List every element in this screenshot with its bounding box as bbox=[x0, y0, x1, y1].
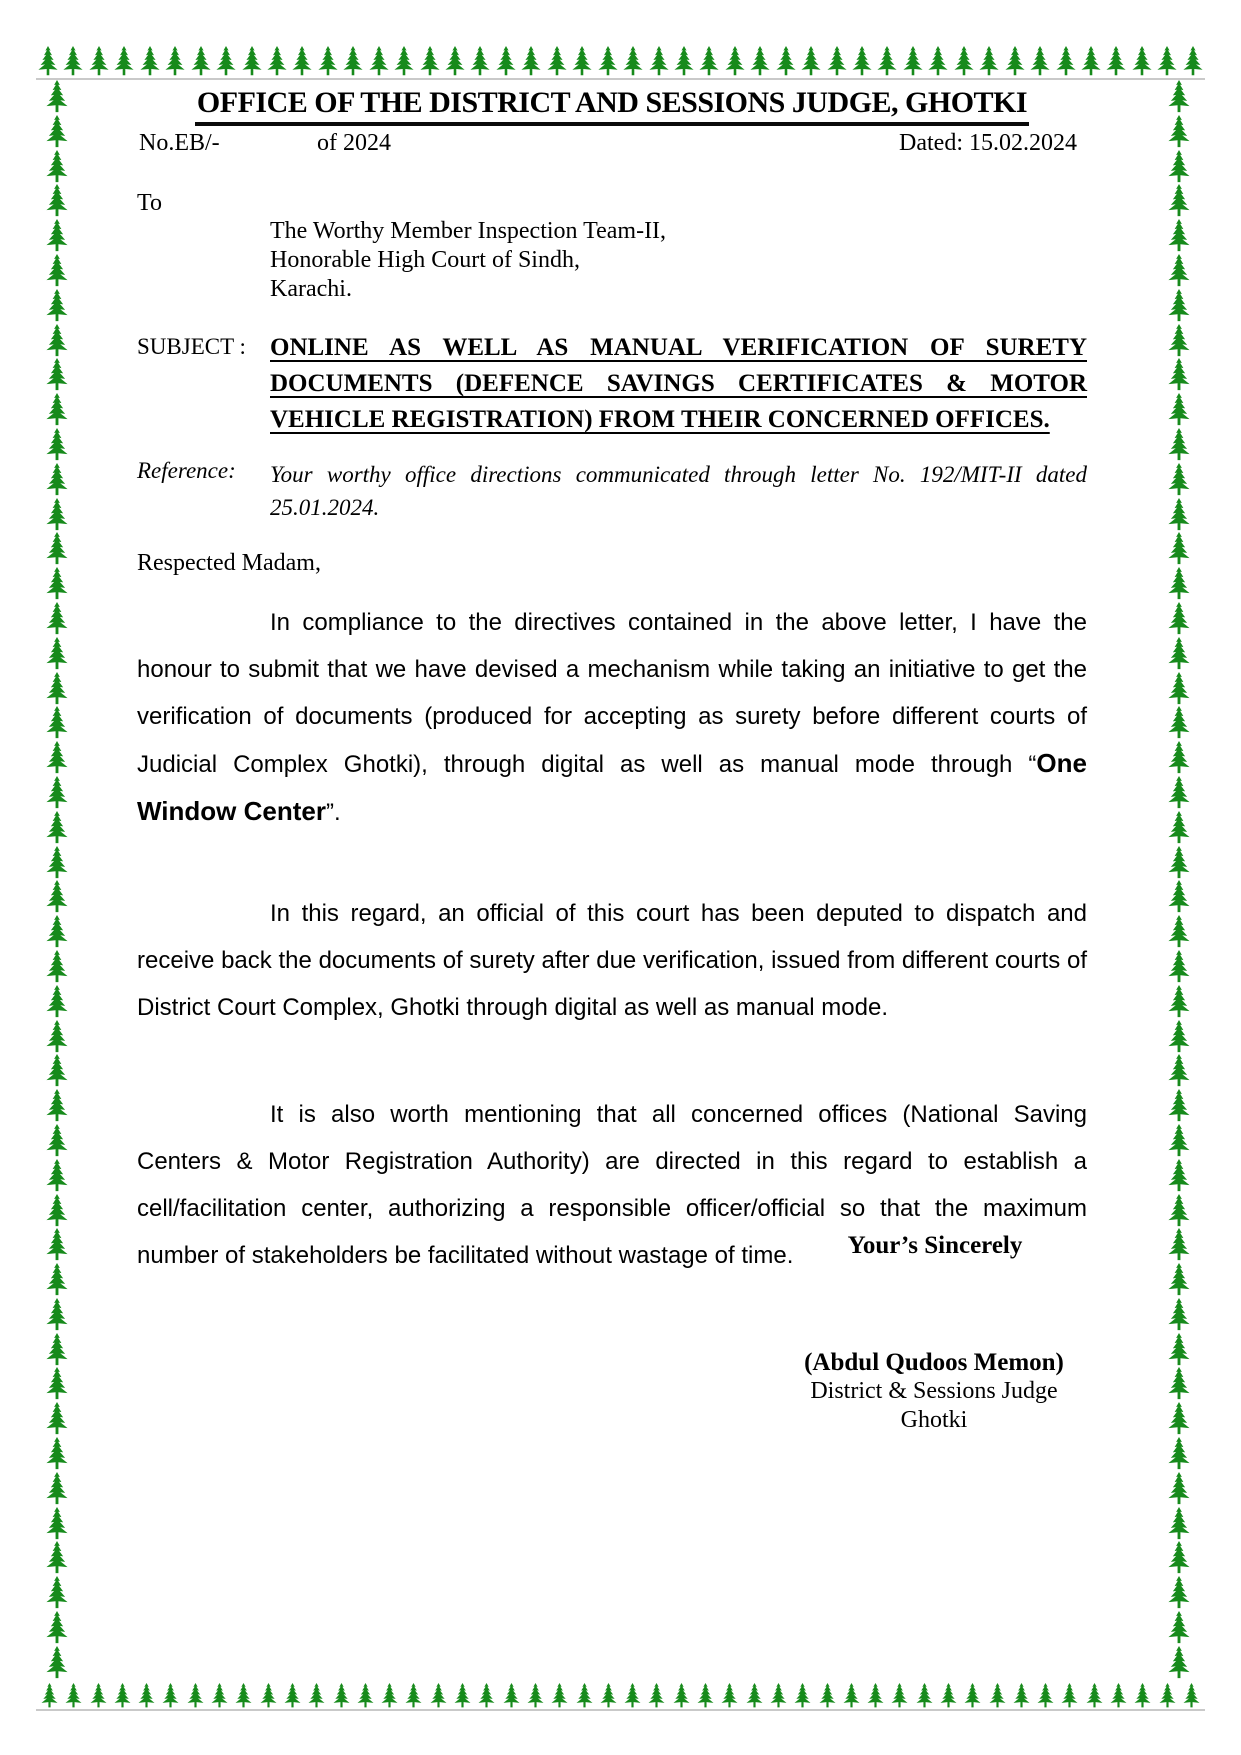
pine-tree-icon bbox=[43, 672, 71, 705]
pine-tree-icon bbox=[232, 1683, 255, 1708]
pine-tree-icon bbox=[1165, 1402, 1193, 1435]
pine-tree-icon bbox=[864, 1683, 887, 1708]
pine-tree-icon bbox=[443, 45, 467, 77]
pine-tree-icon bbox=[341, 45, 365, 77]
pine-tree-icon bbox=[1054, 45, 1078, 77]
pine-tree-icon bbox=[43, 1333, 71, 1366]
pine-tree-icon bbox=[1165, 880, 1193, 913]
pine-tree-icon bbox=[524, 1683, 547, 1708]
pine-tree-icon bbox=[184, 1683, 207, 1708]
pine-tree-icon bbox=[330, 1683, 353, 1708]
pine-tree-icon bbox=[1165, 1333, 1193, 1366]
pine-tree-icon bbox=[112, 45, 136, 77]
pine-tree-icon bbox=[1165, 1472, 1193, 1505]
pine-tree-icon bbox=[1165, 776, 1193, 809]
pine-tree-icon bbox=[500, 1683, 523, 1708]
pine-tree-icon bbox=[378, 1683, 401, 1708]
pine-tree-icon bbox=[43, 1472, 71, 1505]
pine-tree-icon bbox=[647, 45, 671, 77]
pine-tree-icon bbox=[1165, 1194, 1193, 1227]
pine-tree-icon bbox=[986, 1683, 1009, 1708]
pine-tree-icon bbox=[1107, 1683, 1130, 1708]
pine-tree-icon bbox=[926, 45, 950, 77]
pine-tree-icon bbox=[43, 1611, 71, 1644]
pine-tree-icon bbox=[43, 1646, 71, 1679]
pine-tree-icon bbox=[281, 1683, 304, 1708]
pine-tree-icon bbox=[43, 1089, 71, 1122]
recipient-address bbox=[270, 217, 1087, 304]
pine-tree-icon bbox=[1165, 1576, 1193, 1609]
pine-tree-icon bbox=[305, 1683, 328, 1708]
pine-tree-icon bbox=[1165, 1020, 1193, 1053]
pine-tree-icon bbox=[257, 1683, 280, 1708]
pine-tree-icon bbox=[43, 1124, 71, 1157]
recipient-line-3: Karachi. bbox=[270, 276, 352, 302]
pine-tree-icon bbox=[265, 45, 289, 77]
letter-number: No.EB/- bbox=[139, 130, 220, 156]
pine-tree-icon bbox=[427, 1683, 450, 1708]
pine-tree-icon bbox=[1165, 741, 1193, 774]
pine-tree-icon bbox=[494, 45, 518, 77]
signatory-title: District & Sessions Judge bbox=[810, 1378, 1058, 1404]
pine-tree-icon bbox=[645, 1683, 668, 1708]
pine-tree-icon bbox=[901, 45, 925, 77]
pine-tree-icon bbox=[468, 45, 492, 77]
border-shadow-top bbox=[36, 78, 1205, 80]
pine-tree-icon bbox=[694, 1683, 717, 1708]
pine-tree-icon bbox=[573, 1683, 596, 1708]
pine-tree-icon bbox=[43, 1020, 71, 1053]
pine-tree-icon bbox=[43, 811, 71, 844]
pine-tree-icon bbox=[43, 1437, 71, 1470]
pine-tree-icon bbox=[743, 1683, 766, 1708]
pine-tree-icon bbox=[43, 602, 71, 635]
pine-tree-icon bbox=[1165, 532, 1193, 565]
pine-tree-icon bbox=[1165, 567, 1193, 600]
pine-tree-icon bbox=[1010, 1683, 1033, 1708]
pine-tree-icon bbox=[1165, 1646, 1193, 1679]
pine-tree-icon bbox=[1165, 1298, 1193, 1331]
pine-tree-icon bbox=[43, 1298, 71, 1331]
pine-tree-icon bbox=[43, 1507, 71, 1540]
pine-tree-icon bbox=[1165, 811, 1193, 844]
pine-tree-icon bbox=[43, 1367, 71, 1400]
subject-label: SUBJECT : bbox=[137, 334, 246, 359]
pine-tree-icon bbox=[774, 45, 798, 77]
pine-tree-icon bbox=[43, 1576, 71, 1609]
pine-tree-icon bbox=[1165, 846, 1193, 879]
pine-tree-icon bbox=[43, 324, 71, 357]
pine-tree-icon bbox=[43, 1054, 71, 1087]
pine-tree-icon bbox=[913, 1683, 936, 1708]
pine-tree-icon bbox=[1156, 1683, 1179, 1708]
pine-tree-icon bbox=[38, 1683, 61, 1708]
border-shadow-bottom bbox=[36, 1709, 1205, 1711]
pine-tree-icon bbox=[1003, 45, 1027, 77]
pine-tree-icon bbox=[43, 393, 71, 426]
pine-tree-icon bbox=[1165, 1089, 1193, 1122]
pine-tree-icon bbox=[316, 45, 340, 77]
pine-tree-icon bbox=[43, 80, 71, 113]
pine-tree-icon bbox=[43, 358, 71, 391]
pine-tree-icon bbox=[1165, 1263, 1193, 1296]
pine-tree-icon bbox=[1165, 80, 1193, 113]
pine-tree-icon bbox=[1131, 1683, 1154, 1708]
pine-tree-icon bbox=[111, 1683, 134, 1708]
pine-tree-icon bbox=[43, 150, 71, 183]
pine-tree-icon bbox=[43, 1228, 71, 1261]
pine-tree-icon bbox=[1165, 254, 1193, 287]
tree-border-right bbox=[1164, 80, 1194, 1679]
pine-tree-icon bbox=[621, 45, 645, 77]
pine-tree-icon bbox=[214, 45, 238, 77]
pine-tree-icon bbox=[208, 1683, 231, 1708]
pine-tree-icon bbox=[1165, 289, 1193, 322]
pine-tree-icon bbox=[475, 1683, 498, 1708]
pine-tree-icon bbox=[888, 1683, 911, 1708]
pine-tree-icon bbox=[1165, 1367, 1193, 1400]
pine-tree-icon bbox=[548, 1683, 571, 1708]
pine-tree-icon bbox=[1165, 1159, 1193, 1192]
pine-tree-icon bbox=[1155, 45, 1179, 77]
pine-tree-icon bbox=[43, 184, 71, 217]
pine-tree-icon bbox=[290, 45, 314, 77]
letter-year: of 2024 bbox=[317, 130, 391, 156]
pine-tree-icon bbox=[43, 254, 71, 287]
pine-tree-icon bbox=[43, 637, 71, 670]
pine-tree-icon bbox=[1165, 498, 1193, 531]
pine-tree-icon bbox=[43, 1541, 71, 1574]
pine-tree-icon bbox=[43, 950, 71, 983]
letter-content bbox=[137, 86, 1087, 1435]
pine-tree-icon bbox=[43, 115, 71, 148]
pine-tree-icon bbox=[1165, 1437, 1193, 1470]
body-paragraph-2: In this regard, an official of this court has been deputed to dispatch and receive back the documents of surety after due verification, issued from different courts of District Court Complex, Ghotki through digital as well as manual mode. bbox=[137, 900, 1087, 1021]
pine-tree-icon bbox=[1165, 1124, 1193, 1157]
pine-tree-icon bbox=[723, 45, 747, 77]
pine-tree-icon bbox=[1181, 45, 1205, 77]
recipient-to-label: To bbox=[137, 190, 162, 216]
pine-tree-icon bbox=[596, 45, 620, 77]
pine-tree-icon bbox=[1165, 393, 1193, 426]
pine-tree-icon bbox=[43, 776, 71, 809]
pine-tree-icon bbox=[43, 463, 71, 496]
recipient-line-2: Honorable High Court of Sindh, bbox=[270, 247, 580, 273]
pine-tree-icon bbox=[43, 532, 71, 565]
pine-tree-icon bbox=[61, 45, 85, 77]
pine-tree-icon bbox=[43, 219, 71, 252]
pine-tree-icon bbox=[43, 880, 71, 913]
signatory-station: Ghotki bbox=[900, 1407, 968, 1433]
pine-tree-icon bbox=[672, 45, 696, 77]
closing-salutation: Your’s Sincerely bbox=[847, 1232, 1023, 1259]
pine-tree-icon bbox=[1083, 1683, 1106, 1708]
pine-tree-icon bbox=[670, 1683, 693, 1708]
pine-tree-icon bbox=[43, 1194, 71, 1227]
paragraph-1-closing-quote: ”. bbox=[325, 799, 341, 826]
pine-tree-icon bbox=[43, 1263, 71, 1296]
tree-border-bottom bbox=[38, 1682, 1203, 1708]
pine-tree-icon bbox=[952, 45, 976, 77]
body-paragraph-1 bbox=[137, 599, 1087, 836]
pine-tree-icon bbox=[1028, 45, 1052, 77]
reference-number-line bbox=[137, 130, 1087, 160]
pine-tree-icon bbox=[1165, 115, 1193, 148]
pine-tree-icon bbox=[354, 1683, 377, 1708]
pine-tree-icon bbox=[189, 45, 213, 77]
pine-tree-icon bbox=[87, 45, 111, 77]
pine-tree-icon bbox=[1130, 45, 1154, 77]
letterhead bbox=[137, 86, 1087, 126]
pine-tree-icon bbox=[597, 1683, 620, 1708]
pine-tree-icon bbox=[1165, 1507, 1193, 1540]
pine-tree-icon bbox=[545, 45, 569, 77]
pine-tree-icon bbox=[135, 1683, 158, 1708]
letter-date: Dated: 15.02.2024 bbox=[899, 130, 1077, 156]
pine-tree-icon bbox=[1165, 950, 1193, 983]
pine-tree-icon bbox=[840, 1683, 863, 1708]
subject-text bbox=[270, 330, 1087, 438]
pine-tree-icon bbox=[43, 741, 71, 774]
one-window-center-bold: One Window Center bbox=[137, 748, 1087, 826]
pine-tree-icon bbox=[240, 45, 264, 77]
pine-tree-icon bbox=[1165, 150, 1193, 183]
pine-tree-icon bbox=[1165, 324, 1193, 357]
pine-tree-icon bbox=[418, 45, 442, 77]
pine-tree-icon bbox=[1079, 45, 1103, 77]
pine-tree-icon bbox=[163, 45, 187, 77]
pine-tree-icon bbox=[748, 45, 772, 77]
pine-tree-icon bbox=[1165, 637, 1193, 670]
tree-border-left bbox=[42, 80, 72, 1679]
pine-tree-icon bbox=[62, 1683, 85, 1708]
pine-tree-icon bbox=[402, 1683, 425, 1708]
pine-tree-icon bbox=[977, 45, 1001, 77]
pine-tree-icon bbox=[937, 1683, 960, 1708]
pine-tree-icon bbox=[1165, 915, 1193, 948]
pine-tree-icon bbox=[159, 1683, 182, 1708]
pine-tree-icon bbox=[36, 45, 60, 77]
pine-tree-icon bbox=[43, 498, 71, 531]
pine-tree-icon bbox=[1058, 1683, 1081, 1708]
greeting: Respected Madam, bbox=[137, 550, 321, 576]
pine-tree-icon bbox=[43, 985, 71, 1018]
pine-tree-icon bbox=[961, 1683, 984, 1708]
pine-tree-icon bbox=[850, 45, 874, 77]
pine-tree-icon bbox=[621, 1683, 644, 1708]
signature-block bbox=[769, 1348, 1099, 1435]
pine-tree-icon bbox=[799, 45, 823, 77]
pine-tree-icon bbox=[1165, 1611, 1193, 1644]
pine-tree-icon bbox=[570, 45, 594, 77]
pine-tree-icon bbox=[367, 45, 391, 77]
pine-tree-icon bbox=[1165, 985, 1193, 1018]
pine-tree-icon bbox=[43, 567, 71, 600]
reference-text: Your worthy office directions communicated through letter No. 192/MIT-II dated 25.01.2024. bbox=[270, 462, 1087, 520]
pine-tree-icon bbox=[1165, 463, 1193, 496]
office-title: OFFICE OF THE DISTRICT AND SESSIONS JUDGE, GHOTKI bbox=[195, 86, 1029, 126]
reference-row bbox=[137, 458, 1087, 524]
recipient-line-1: The Worthy Member Inspection Team-II, bbox=[270, 218, 667, 244]
pine-tree-icon bbox=[1165, 184, 1193, 217]
pine-tree-icon bbox=[451, 1683, 474, 1708]
pine-tree-icon bbox=[825, 45, 849, 77]
pine-tree-icon bbox=[1165, 1228, 1193, 1261]
pine-tree-icon bbox=[43, 1159, 71, 1192]
pine-tree-icon bbox=[697, 45, 721, 77]
pine-tree-icon bbox=[138, 45, 162, 77]
subject-text-underlined: ONLINE AS WELL AS MANUAL VERIFICATION OF SURETY DOCUMENTS (DEFENCE SAVINGS CERTIFICATES & MOTOR VEHICLE REGISTRATION) FROM THEIR CONCERNED OFFICES. bbox=[270, 334, 1087, 433]
pine-tree-icon bbox=[767, 1683, 790, 1708]
signatory-name: (Abdul Qudoos Memon) bbox=[804, 1349, 1064, 1376]
body-paragraph-3: It is also worth mentioning that all concerned offices (National Saving Centers & Motor Registration Authority) are directed in this regard to establish a cell/facilitation center, authorizing a responsible officer/official so that the maximum number of stakeholders be facilitated without wastage of time. bbox=[137, 1101, 1087, 1269]
pine-tree-icon bbox=[1034, 1683, 1057, 1708]
pine-tree-icon bbox=[43, 706, 71, 739]
tree-border-top bbox=[36, 44, 1205, 77]
pine-tree-icon bbox=[1165, 672, 1193, 705]
subject-row bbox=[137, 330, 1087, 438]
pine-tree-icon bbox=[519, 45, 543, 77]
pine-tree-icon bbox=[1165, 602, 1193, 635]
pine-tree-icon bbox=[87, 1683, 110, 1708]
pine-tree-icon bbox=[875, 45, 899, 77]
pine-tree-icon bbox=[1165, 1541, 1193, 1574]
pine-tree-icon bbox=[1180, 1683, 1203, 1708]
pine-tree-icon bbox=[43, 289, 71, 322]
pine-tree-icon bbox=[1165, 1054, 1193, 1087]
pine-tree-icon bbox=[392, 45, 416, 77]
reference-label: Reference: bbox=[137, 458, 236, 483]
pine-tree-icon bbox=[791, 1683, 814, 1708]
pine-tree-icon bbox=[816, 1683, 839, 1708]
paragraph-1-text: In compliance to the directives contained in the above letter, I have the honour to submit that we have devised a mechanism while taking an initiative to get the verification of documents (produced for accepting as surety before different courts of Judicial Complex Ghotki), through digital as well as manual mode through “ bbox=[137, 609, 1087, 778]
pine-tree-icon bbox=[1165, 428, 1193, 461]
pine-tree-icon bbox=[1165, 358, 1193, 391]
pine-tree-icon bbox=[43, 915, 71, 948]
pine-tree-icon bbox=[43, 1402, 71, 1435]
pine-tree-icon bbox=[1104, 45, 1128, 77]
pine-tree-icon bbox=[1165, 706, 1193, 739]
pine-tree-icon bbox=[43, 846, 71, 879]
pine-tree-icon bbox=[43, 428, 71, 461]
pine-tree-icon bbox=[718, 1683, 741, 1708]
pine-tree-icon bbox=[1165, 219, 1193, 252]
